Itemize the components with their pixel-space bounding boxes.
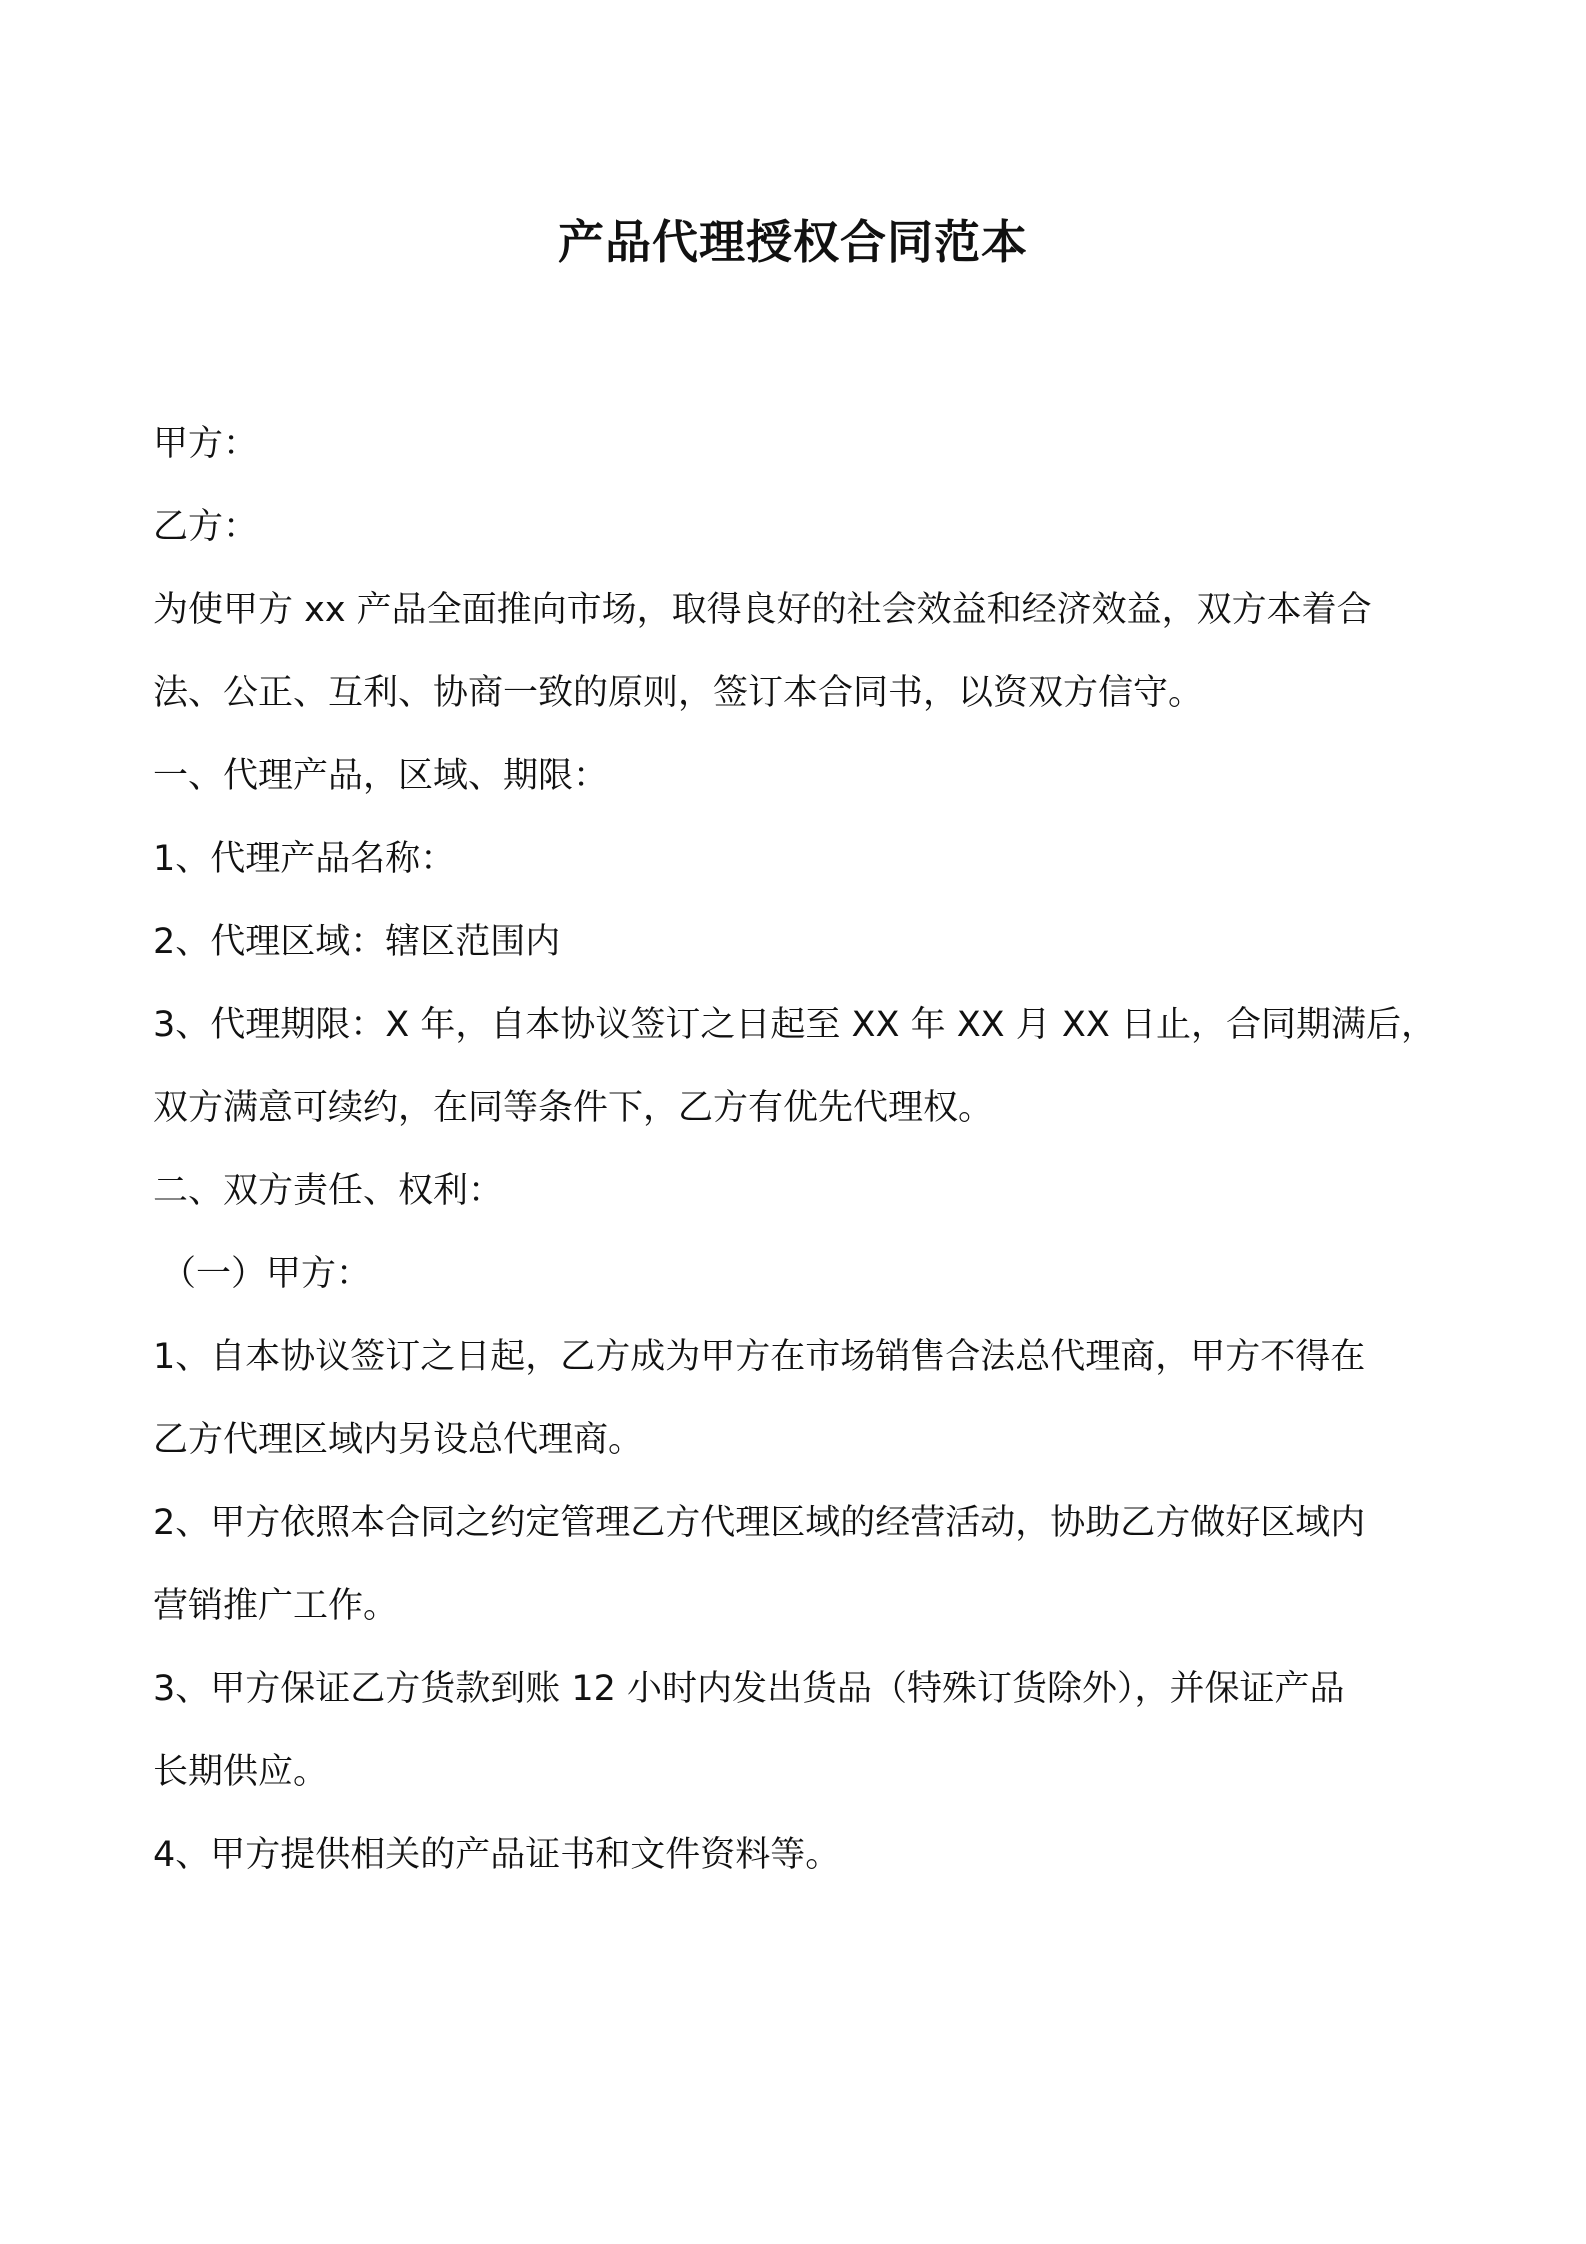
- clause-1-1: 1、代理产品名称：: [153, 839, 456, 879]
- document-title: 产品代理授权合同范本: [558, 215, 1028, 269]
- section-1-heading: 一、代理产品，区域、期限：: [153, 756, 609, 796]
- clause-2-1-line-2: 乙方代理区域内另设总代理商。: [153, 1420, 644, 1460]
- preamble-line-1: 为使甲方 xx 产品全面推向市场，取得良好的社会效益和经济效益，双方本着合: [153, 590, 1372, 630]
- clause-2-3-line-2: 长期供应。: [153, 1752, 329, 1792]
- clause-1-2: 2、代理区域：辖区范围内: [153, 922, 561, 962]
- subsection-party-a: （一）甲方：: [161, 1254, 372, 1294]
- clause-1-3-line-2: 双方满意可续约，在同等条件下，乙方有优先代理权。: [153, 1088, 994, 1128]
- clause-2-3-line-1: 3、甲方保证乙方货款到账 12 小时内发出货品（特殊订货除外），并保证产品: [153, 1669, 1345, 1709]
- clause-1-3-line-1: 3、代理期限：X 年，自本协议签订之日起至 XX 年 XX 月 XX 日止，合同期满后，: [153, 1005, 1436, 1045]
- document-body: [153, 403, 1443, 1897]
- section-2-heading: 二、双方责任、权利：: [153, 1171, 504, 1211]
- preamble-line-2: 法、公正、互利、协商一致的原则，签订本合同书，以资双方信守。: [153, 673, 1204, 713]
- clause-2-2-line-2: 营销推广工作。: [153, 1586, 399, 1626]
- clause-2-1-line-1: 1、自本协议签订之日起，乙方成为甲方在市场销售合法总代理商，甲方不得在: [153, 1337, 1366, 1377]
- party-b-line: 乙方：: [153, 507, 259, 547]
- party-a-line: 甲方：: [153, 424, 259, 464]
- clause-2-4: 4、甲方提供相关的产品证书和文件资料等。: [153, 1835, 841, 1875]
- clause-2-2-line-1: 2、甲方依照本合同之约定管理乙方代理区域的经营活动，协助乙方做好区域内: [153, 1503, 1366, 1543]
